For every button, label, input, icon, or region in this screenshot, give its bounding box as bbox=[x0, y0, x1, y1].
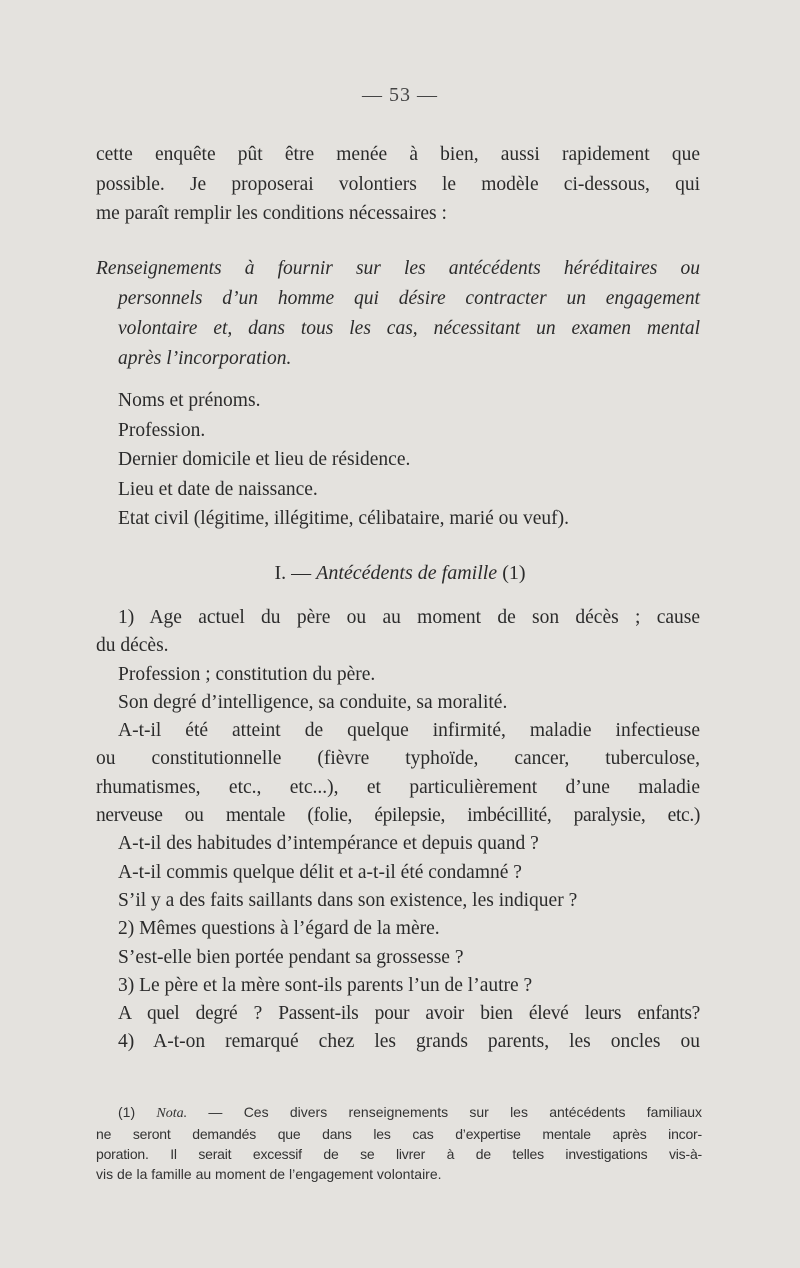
text-line: Renseignements à fournir sur les antécédents héréditaires ou bbox=[96, 258, 700, 279]
text-line: Profession ; constitution du père. bbox=[118, 663, 376, 685]
footnote-text: — Ces divers renseignements sur les antécédents familiaux bbox=[208, 1104, 703, 1120]
text-line: 1) Age actuel du père ou au moment de son décès ; cause bbox=[118, 607, 700, 628]
list-item: Etat civil (légitime, illégitime, célibataire, marié ou veuf). bbox=[118, 508, 570, 529]
text-line: S’est-elle bien portée pendant sa grossesse ? bbox=[118, 946, 464, 968]
questions-block bbox=[96, 604, 700, 1057]
text-line: Son degré d’intelligence, sa conduite, sa moralité. bbox=[118, 691, 508, 713]
text-line: me paraît remplir les conditions nécessaires : bbox=[96, 203, 447, 224]
footnote-reference: (1) bbox=[502, 562, 526, 584]
text-line: volontaire et, dans tous les cas, nécessitant un examen mental bbox=[118, 318, 700, 339]
text-line: personnels d’un homme qui désire contracter un engagement bbox=[118, 288, 700, 309]
text-line: nerveuse ou mentale (folie, épilepsie, imbécillité, paralysie, etc.) bbox=[96, 805, 700, 827]
footnote-line: ne seront demandés que dans les cas d’expertise mentale après incor- bbox=[96, 1126, 702, 1142]
text-line: rhumatismes, etc., etc...), et particulièrement d’une maladie bbox=[96, 776, 700, 798]
footnote-line bbox=[96, 1102, 702, 1124]
list-item: Noms et prénoms. bbox=[118, 390, 261, 411]
section-numeral: I. — bbox=[274, 562, 312, 584]
list-item: Profession. bbox=[118, 419, 206, 441]
section-title: Antécédents de famille bbox=[316, 562, 498, 584]
text-line: cette enquête pût être menée à bien, aussi rapidement que bbox=[96, 144, 700, 165]
footnote-line: poration. Il serait excessif de se livrer à de telles investigations vis-à- bbox=[96, 1146, 702, 1162]
list-item: Dernier domicile et lieu de résidence. bbox=[118, 449, 411, 470]
footnote bbox=[96, 1102, 702, 1184]
list-item: Lieu et date de naissance. bbox=[118, 478, 318, 500]
fields-list bbox=[118, 386, 700, 534]
text-line: du décès. bbox=[96, 635, 169, 657]
intro-paragraph bbox=[96, 140, 700, 229]
text-line: A-t-il des habitudes d’intempérance et depuis quand ? bbox=[118, 833, 539, 855]
italic-heading-block bbox=[96, 254, 700, 374]
text-line: 4) A-t-on remarqué chez les grands parents, les oncles ou bbox=[118, 1031, 700, 1053]
text-line: 2) Mêmes questions à l’égard de la mère. bbox=[118, 918, 440, 940]
footnote-label: Nota. bbox=[156, 1106, 188, 1121]
text-line: A quel degré ? Passent-ils pour avoir bien élevé leurs enfants? bbox=[118, 1003, 700, 1025]
footnote-line: vis de la famille au moment de l’engagement volontaire. bbox=[96, 1166, 442, 1182]
text-line: A-t-il été atteint de quelque infirmité, maladie infectieuse bbox=[118, 720, 700, 742]
text-line: 3) Le père et la mère sont-ils parents l’un de l’autre ? bbox=[118, 974, 533, 996]
text-line: A-t-il commis quelque délit et a-t-il été condamné ? bbox=[118, 861, 522, 883]
page-number: — 53 — bbox=[362, 84, 438, 106]
text-line: après l’incorporation. bbox=[118, 348, 292, 369]
section-heading bbox=[0, 562, 800, 585]
text-line: possible. Je proposerai volontiers le modèle ci-dessous, qui bbox=[96, 173, 700, 195]
text-line: ou constitutionnelle (fièvre typhoïde, cancer, tuberculose, bbox=[96, 748, 700, 770]
footnote-marker: (1) bbox=[118, 1104, 136, 1120]
text-line: S’il y a des faits saillants dans son existence, les indiquer ? bbox=[118, 889, 578, 911]
